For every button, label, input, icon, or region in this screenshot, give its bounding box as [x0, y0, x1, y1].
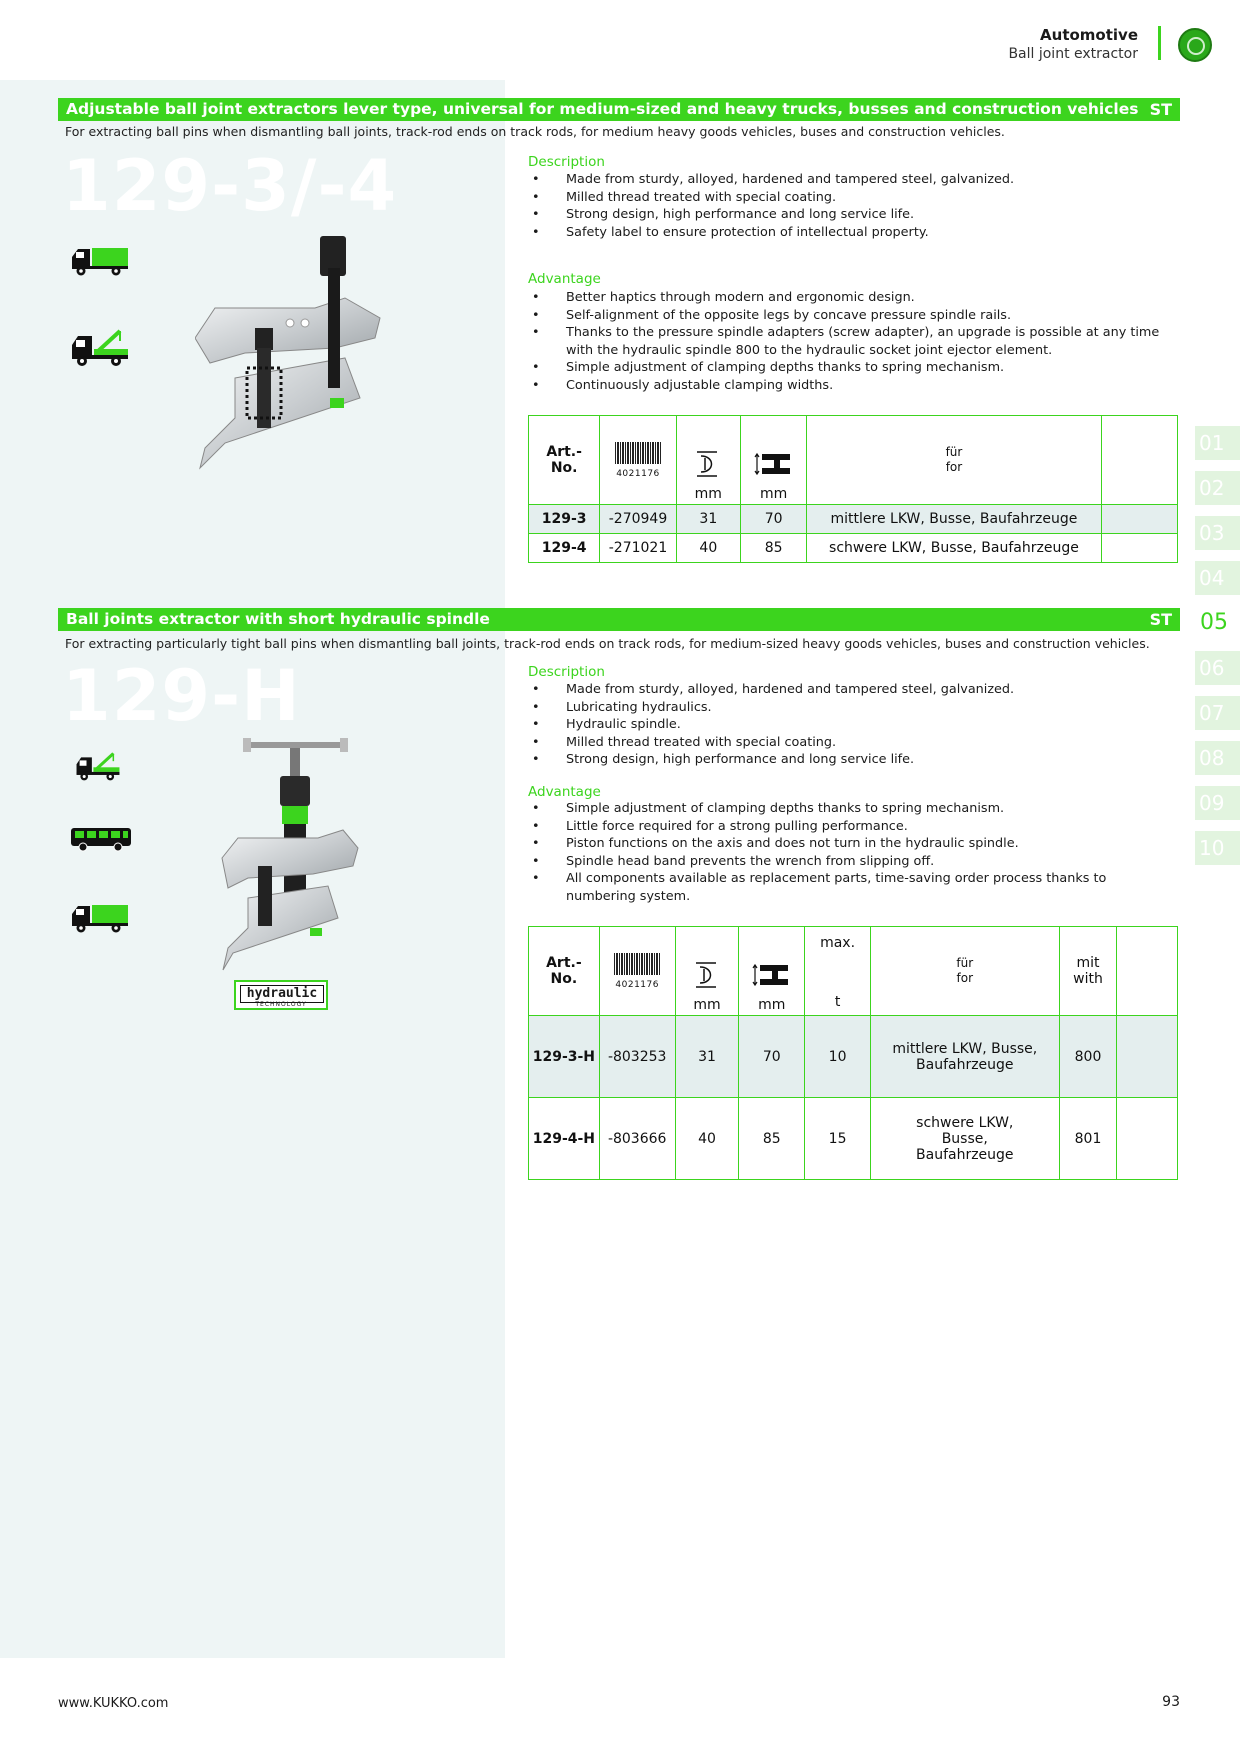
art-no-header: Art.- No. [529, 416, 600, 505]
section2-intro: For extracting particularly tight ball pins when dismantling ball joints, track-rod ends on track rods, for medium-sized heavy goods vehicles, buses and construction vehicles. [65, 636, 1150, 651]
section1-advantage-heading: Advantage [528, 271, 601, 287]
diameter-header: mm [675, 927, 739, 1016]
section1-description-heading: Description [528, 154, 605, 170]
with-header: mit with [1059, 927, 1117, 1016]
tab-06[interactable]: 06 [1195, 651, 1240, 685]
tow-truck-icon [75, 748, 121, 782]
tab-01[interactable]: 01 [1195, 426, 1240, 460]
section2-spec-table [528, 926, 1178, 1180]
list-item: • Lubricating hydraulics. [528, 699, 1178, 717]
truck-icon [70, 902, 130, 934]
section1-banner [58, 98, 1180, 121]
hydraulic-technology-logo: hydraulic TECHNOLOGY [234, 980, 328, 1010]
list-item: • Piston functions on the axis and does not turn in the hydraulic spindle. [528, 835, 1178, 853]
list-item: • Spindle head band prevents the wrench from slipping off. [528, 853, 1178, 871]
tab-09[interactable]: 09 [1195, 786, 1240, 820]
section1-big-title: 129-3/-4 [62, 145, 398, 227]
list-item: • Hydraulic spindle. [528, 716, 1178, 734]
section1-spec-table [528, 415, 1178, 563]
barcode-icon [615, 442, 661, 464]
list-item: • Simple adjustment of clamping depths thanks to spring mechanism. [528, 800, 1178, 818]
clamping-width-icon [754, 448, 794, 482]
for-header: für for [807, 416, 1101, 505]
section2-description-list [528, 681, 1178, 769]
table-row: 129-3 -270949 31 70 mittlere LKW, Busse, Baufahrzeuge [529, 505, 1178, 534]
barcode-icon [614, 953, 660, 975]
tab-07[interactable]: 07 [1195, 696, 1240, 730]
header-divider [1158, 26, 1161, 60]
tab-02[interactable]: 02 [1195, 471, 1240, 505]
diameter-header: mm [676, 416, 740, 505]
section2-description-heading: Description [528, 664, 605, 680]
art-no-header: Art.- No. [529, 927, 600, 1016]
list-item: • Strong design, high performance and long service life. [528, 206, 1178, 224]
section1-advantage-list [528, 289, 1178, 394]
list-item: • Continuously adjustable clamping widths. [528, 377, 1178, 395]
tow-truck-icon [70, 325, 130, 367]
table-row: 129-4 -271021 40 85 schwere LKW, Busse, Baufahrzeuge [529, 534, 1178, 563]
list-item: • Strong design, high performance and long service life. [528, 751, 1178, 769]
ball-joint-extractor-image [195, 228, 395, 478]
footer-url[interactable]: www.KUKKO.com [58, 1696, 169, 1711]
section2-advantage-list [528, 800, 1178, 905]
table-row: 129-3-H -803253 31 70 10 mittlere LKW, Busse, Baufahrzeuge 800 [529, 1016, 1178, 1098]
hydraulic-extractor-image [218, 738, 368, 973]
section1-banner-title: Adjustable ball joint extractors lever type, universal for medium-sized and heavy trucks, busses and construction vehicles [66, 100, 1139, 118]
list-item: • Made from sturdy, alloyed, hardened and tampered steel, galvanized. [528, 681, 1178, 699]
list-item: • Made from sturdy, alloyed, hardened and tampered steel, galvanized. [528, 171, 1178, 189]
tab-04[interactable]: 04 [1195, 561, 1240, 595]
header-category: Automotive [1040, 26, 1138, 44]
ball-diameter-icon [693, 448, 723, 482]
list-item: • Self-alignment of the opposite legs by concave pressure spindle rails. [528, 307, 1178, 325]
barcode-header: 4021176 [599, 927, 675, 1016]
section2-banner [58, 608, 1180, 631]
section2-banner-title: Ball joints extractor with short hydraulic spindle [66, 610, 490, 628]
header-subcategory: Ball joint extractor [1008, 46, 1138, 62]
bus-icon [70, 826, 132, 852]
tab-10[interactable]: 10 [1195, 831, 1240, 865]
ball-diameter-icon [692, 959, 722, 993]
barcode-header: 4021176 [600, 416, 676, 505]
clamping-width-icon [752, 959, 792, 993]
page-number: 93 [1162, 1694, 1180, 1710]
max-force-header: max. t [805, 927, 871, 1016]
empty-header [1101, 416, 1177, 505]
list-item: • Milled thread treated with special coating. [528, 734, 1178, 752]
tab-05[interactable]: 05 [1195, 606, 1240, 640]
list-item: • Milled thread treated with special coating. [528, 189, 1178, 207]
section2-advantage-heading: Advantage [528, 784, 601, 800]
brand-logo-icon [1178, 28, 1212, 62]
tab-08[interactable]: 08 [1195, 741, 1240, 775]
list-item: • Simple adjustment of clamping depths thanks to spring mechanism. [528, 359, 1178, 377]
list-item: • Little force required for a strong pulling performance. [528, 818, 1178, 836]
section2-banner-tag: ST [1149, 610, 1172, 629]
empty-header [1117, 927, 1178, 1016]
clamping-width-header: mm [739, 927, 805, 1016]
tab-03[interactable]: 03 [1195, 516, 1240, 550]
for-header: für for [870, 927, 1059, 1016]
section1-banner-tag: ST [1149, 100, 1172, 119]
section2-big-title: 129-H [62, 655, 301, 737]
table-row: 129-4-H -803666 40 85 15 schwere LKW, Busse, Baufahrzeuge 801 [529, 1098, 1178, 1180]
list-item: • Thanks to the pressure spindle adapters (screw adapter), an upgrade is possible at any time with the hydraulic spindle 800 to the hydraulic socket joint ejector element. [528, 324, 1178, 359]
truck-icon [70, 245, 130, 277]
clamping-width-header: mm [740, 416, 806, 505]
list-item: • Safety label to ensure protection of intellectual property. [528, 224, 1178, 242]
list-item: • All components available as replacement parts, time-saving order process thanks to numbering system. [528, 870, 1178, 905]
section1-intro: For extracting ball pins when dismantling ball joints, track-rod ends on track rods, for medium heavy goods vehicles, buses and construction vehicles. [65, 124, 1005, 139]
list-item: • Better haptics through modern and ergonomic design. [528, 289, 1178, 307]
section1-description-list [528, 171, 1178, 241]
